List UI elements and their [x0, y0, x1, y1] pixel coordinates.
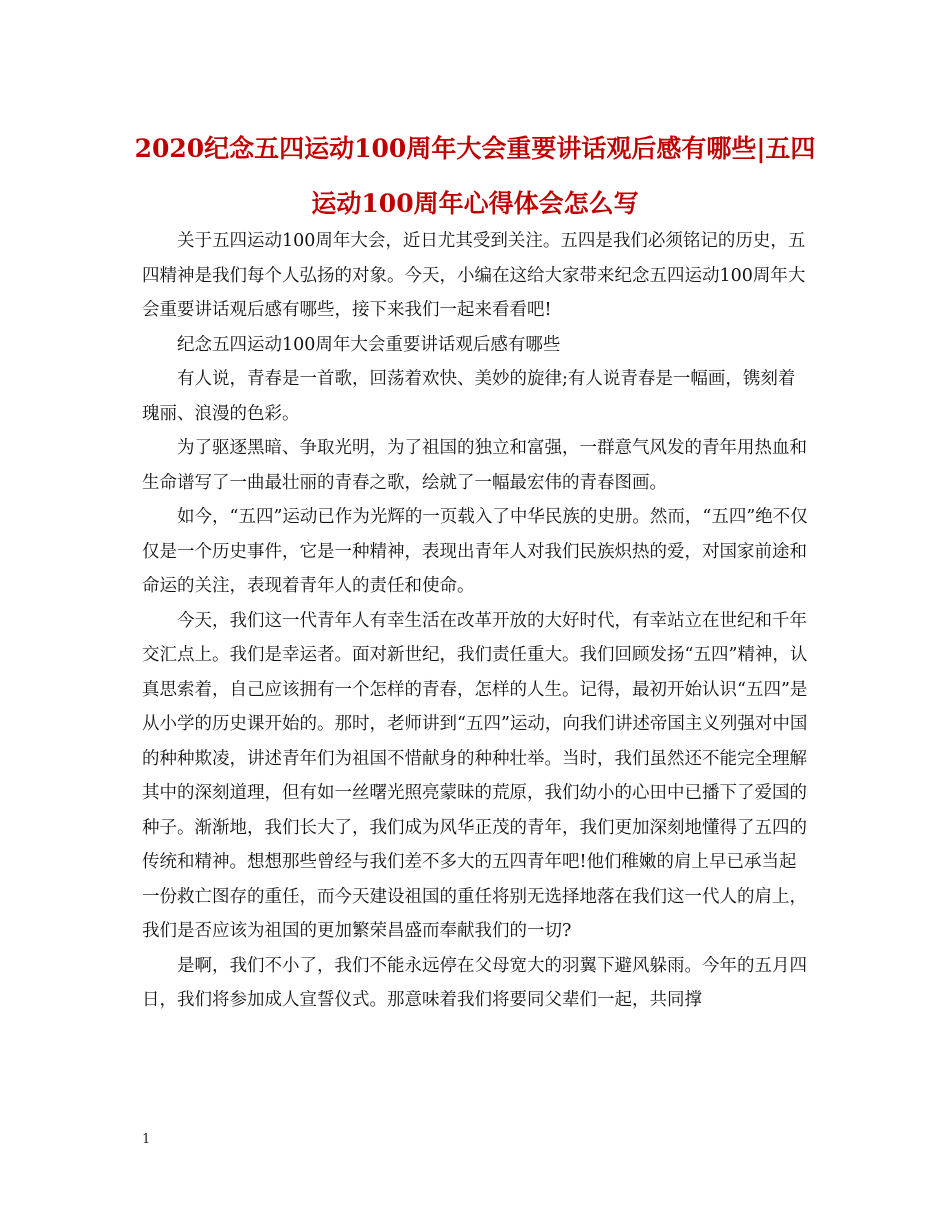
paragraph: 为了驱逐黑暗、争取光明，为了祖国的独立和富强，一群意气风发的青年用热血和生命谱写了一曲最壮丽的青春之歌，绘就了一幅最宏伟的青春图画。: [142, 438, 807, 493]
document-body: [142, 224, 810, 1018]
paragraph: 如今，“五四”运动已作为光辉的一页载入了中华民族的史册。然而，“五四”绝不仅仅是一个历史事件，它是一种精神，表现出青年人对我们民族炽热的爱，对国家前途和命运的关注，表现着青年人的责任和使命。: [142, 507, 808, 596]
paragraph-intro: 关于五四运动100周年大会，近日尤其受到关注。五四是我们必须铭记的历史，五四精神是我们每个人弘扬的对象。今天，小编在这给大家带来纪念五四运动100周年大会重要讲话观后感有哪些，接下来我们一起来看看吧!: [142, 231, 806, 320]
paragraph: 是啊，我们不小了，我们不能永远停在父母宽大的羽翼下避风躲雨。今年的五月四日，我们将参加成人宣誓仪式。那意味着我们将要同父辈们一起，共同撑: [142, 955, 807, 1010]
paragraph: 今天，我们这一代青年人有幸生活在改革开放的大好时代，有幸站立在世纪和千年交汇点上。我们是幸运者。面对新世纪，我们责任重大。我们回顾发扬“五四”精神，认真思索着，自己应该拥有一个怎样的青春，怎样的人生。记得，最初开始认识“五四”是从小学的历史课开始的。那时，老师讲到“五四”运动，向我们讲述帝国主义列强对中国的种种欺凌，讲述青年们为祖国不惜献身的种种壮举。当时，我们虽然还不能完全理解其中的深刻道理，但有如一丝曙光照亮蒙昧的荒原，我们幼小的心田中已播下了爱国的种子。渐渐地，我们长大了，我们成为风华正茂的青年，我们更加深刻地懂得了五四的传统和精神。想想那些曾经与我们差不多大的五四青年吧!他们稚嫩的肩上早已承当起一份救亡图存的重任，而今天建设祖国的重任将别无选择地落在我们这一代人的肩上，我们是否应该为祖国的更加繁荣昌盛而奉献我们的一切?: [142, 610, 808, 941]
paragraph: 有人说，青春是一首歌，回荡着欢快、美妙的旋律;有人说青春是一幅画，镌刻着瑰丽、浪漫的色彩。: [142, 369, 796, 424]
title-line-1: 2020纪念五四运动100周年大会重要讲话观后感有哪些|五四: [134, 134, 816, 163]
document-title: [80, 121, 870, 231]
section-heading: 纪念五四运动100周年大会重要讲话观后感有哪些: [177, 334, 561, 355]
title-line-2: 运动100周年心得体会怎么写: [311, 189, 639, 218]
page-number: 1: [142, 1132, 151, 1147]
